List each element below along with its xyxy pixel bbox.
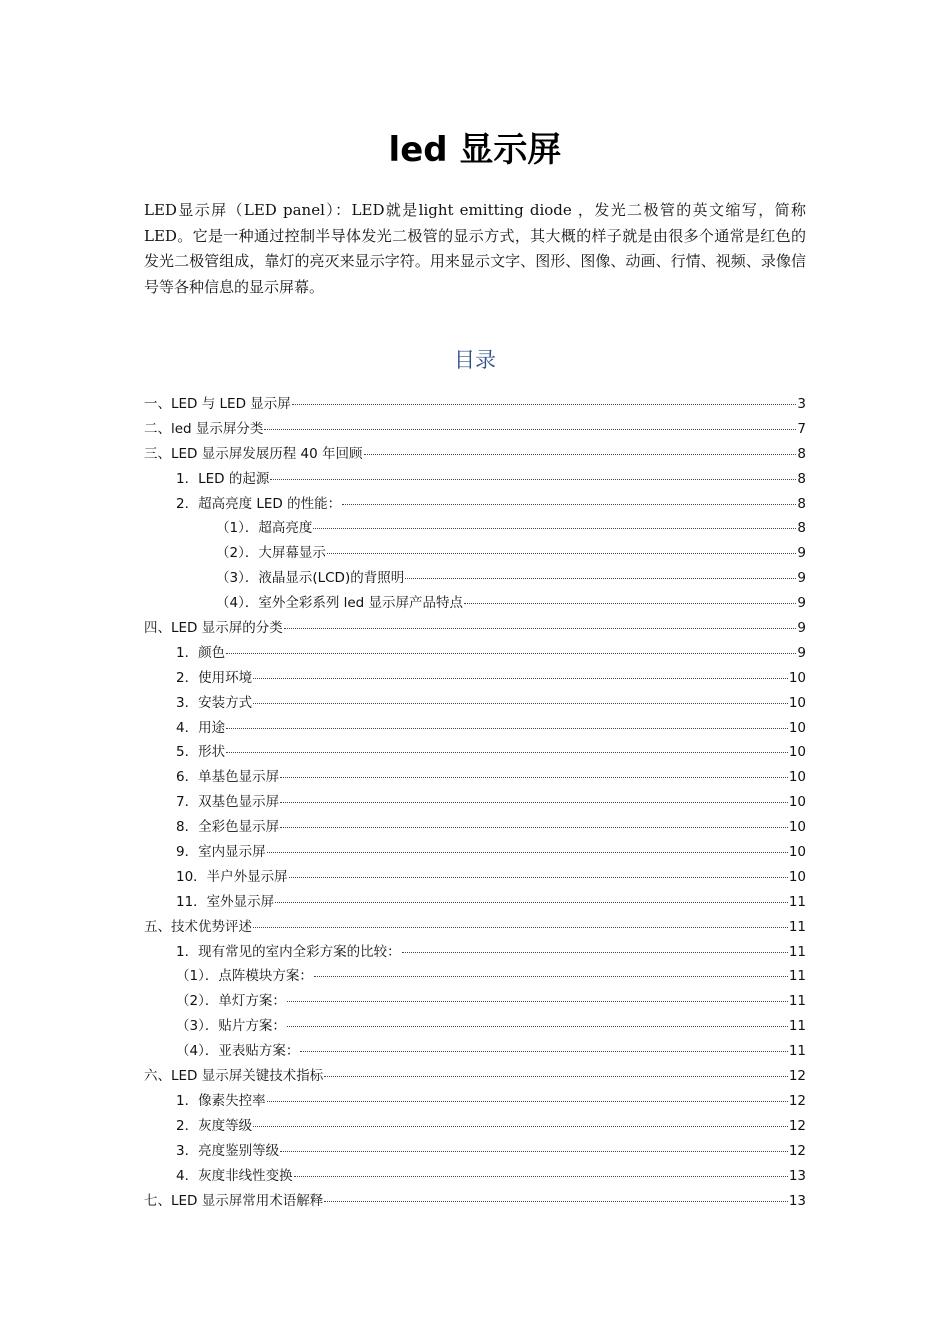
toc-dot-leader: [284, 610, 797, 629]
toc-entry-page-number: 10: [788, 744, 806, 761]
toc-dot-leader: [287, 983, 788, 1002]
toc-dot-leader: [287, 1008, 788, 1027]
toc-entry-page-number: 11: [788, 1043, 806, 1060]
toc-entry-page-number: 10: [788, 769, 806, 786]
toc-entry-page-number: 8: [797, 520, 806, 537]
toc-entry-page-number: 9: [797, 545, 806, 562]
toc-entry-label: 3．安装方式: [176, 694, 253, 711]
toc-dot-leader: [280, 809, 788, 828]
toc-entry-page-number: 13: [788, 1167, 806, 1184]
toc-dot-leader: [267, 1083, 788, 1102]
toc-entry-label: （4）．亚表贴方案：: [176, 1043, 300, 1060]
toc-dot-leader: [464, 585, 796, 604]
toc-entry-label: （3）．贴片方案：: [176, 1018, 286, 1035]
toc-entry-page-number: 11: [788, 1018, 806, 1035]
toc-entry-label: （2）．单灯方案：: [176, 993, 286, 1010]
toc-entry-page-number: 10: [788, 694, 806, 711]
toc-entry-label: 五、技术优势评述: [144, 918, 252, 935]
toc-entry-label: （2）．大屏幕显示: [216, 545, 326, 562]
toc-entry-page-number: 13: [788, 1192, 806, 1209]
toc-entry-page-number: 9: [797, 570, 806, 587]
toc-entry-label: 6．单基色显示屏: [176, 769, 280, 786]
toc-dot-leader: [280, 784, 788, 803]
toc-dot-leader: [314, 958, 788, 977]
toc-entry-page-number: 11: [788, 968, 806, 985]
toc-dot-leader: [402, 934, 788, 953]
toc-entry-label: 1．现有常见的室内全彩方案的比较：: [176, 943, 401, 960]
toc-entry-label: （4）．室外全彩系列 led 显示屏产品特点: [216, 595, 464, 612]
toc-entry-label: 三、LED 显示屏发展历程 40 年回顾: [144, 445, 363, 462]
toc-heading: 目录: [454, 348, 496, 372]
toc-entry-label: 2．超高亮度 LED 的性能：: [176, 495, 342, 512]
toc-dot-leader: [253, 660, 788, 679]
toc-entry-page-number: 12: [788, 1068, 806, 1085]
toc-dot-leader: [280, 759, 788, 778]
toc-dot-leader: [405, 560, 796, 579]
toc-dot-leader: [289, 859, 788, 878]
intro-paragraph: LED显示屏（LED panel）：LED就是light emitting diode ，发光二极管的英文缩写，简称LED。它是一种通过控制半导体发光二极管的显示方式，其大概的样子就是由很多个通常是红色的发光二极管组成，靠灯的亮灭来显示字符。用来显示文字、图形、图像、动画、行情、视频、录像信号等各种信息的显示屏幕。: [144, 201, 806, 296]
toc-entry-page-number: 8: [797, 470, 806, 487]
toc-entry-page-number: 8: [797, 445, 806, 462]
toc-entry-page-number: 10: [788, 669, 806, 686]
toc-dot-leader: [324, 1058, 788, 1077]
document-title: led 显示屏: [388, 130, 562, 170]
toc-dot-leader: [226, 635, 796, 654]
toc-entry-page-number: 10: [788, 719, 806, 736]
toc-entry-label: （3）．液晶显示(LCD)的背照明: [216, 570, 405, 587]
toc-entry-label: 1．颜色: [176, 644, 226, 661]
toc-entry-label: 2．使用环境: [176, 669, 253, 686]
toc-dot-leader: [226, 710, 788, 729]
toc-entry-page-number: 12: [788, 1117, 806, 1134]
toc-entry-label: 10．半户外显示屏: [176, 868, 288, 885]
toc-entry-label: 8．全彩色显示屏: [176, 819, 280, 836]
toc-entry-label: 1．LED 的起源: [176, 470, 270, 487]
toc-dot-leader: [294, 1158, 788, 1177]
toc-entry-page-number: 9: [797, 620, 806, 637]
toc-dot-leader: [253, 1108, 788, 1127]
toc-entry-page-number: 9: [797, 595, 806, 612]
toc-entry-label: 4．用途: [176, 719, 226, 736]
toc-entry-page-number: 8: [797, 495, 806, 512]
toc-entry-page-number: 10: [788, 844, 806, 861]
toc-entry-label: 9．室内显示屏: [176, 844, 266, 861]
toc-dot-leader: [313, 510, 796, 529]
toc-dot-leader: [327, 535, 797, 554]
toc-entry-label: 7．双基色显示屏: [176, 794, 280, 811]
toc-entry-label: 一、LED 与 LED 显示屏: [144, 396, 291, 412]
toc-entry[interactable]: [144, 1186, 806, 1211]
toc-dot-leader: [267, 834, 788, 853]
toc-dot-leader: [324, 1183, 788, 1202]
toc-entry-label: 四、LED 显示屏的分类: [144, 620, 283, 637]
toc-entry-label: 11．室外显示屏: [176, 893, 275, 910]
toc-dot-leader: [292, 386, 797, 405]
toc-entry-page-number: 11: [788, 893, 806, 910]
table-of-contents: [144, 389, 806, 1210]
toc-dot-leader: [364, 436, 797, 455]
toc-dot-leader: [253, 685, 788, 704]
toc-dot-leader: [275, 884, 788, 903]
toc-entry-label: （1）．超高亮度: [216, 520, 313, 537]
toc-entry-page-number: 11: [788, 918, 806, 935]
toc-entry-page-number: 11: [788, 993, 806, 1010]
toc-entry-page-number: 10: [788, 794, 806, 811]
toc-entry-label: 七、LED 显示屏常用术语解释: [144, 1192, 324, 1209]
toc-entry-label: 4．灰度非线性变换: [176, 1167, 293, 1184]
toc-dot-leader: [342, 486, 796, 505]
toc-entry-label: 二、led 显示屏分类: [144, 420, 264, 437]
toc-entry-page-number: 10: [788, 819, 806, 836]
toc-dot-leader: [270, 461, 796, 480]
toc-entry-label: 1．像素失控率: [176, 1092, 266, 1109]
toc-entry-page-number: 10: [788, 868, 806, 885]
toc-dot-leader: [253, 909, 788, 928]
toc-entry-page-number: 9: [797, 644, 806, 661]
toc-dot-leader: [264, 411, 796, 430]
toc-entry-page-number: 11: [788, 943, 806, 960]
toc-entry-page-number: 12: [788, 1142, 806, 1159]
toc-entry-page-number: 12: [788, 1092, 806, 1109]
toc-dot-leader: [226, 734, 788, 753]
toc-entry-page-number: 3: [797, 396, 806, 412]
toc-entry-label: 六、LED 显示屏关键技术指标: [144, 1068, 324, 1085]
toc-entry-label: （1）．点阵模块方案：: [176, 968, 313, 985]
toc-entry-label: 3．亮度鉴别等级: [176, 1142, 280, 1159]
toc-entry-label: 2．灰度等级: [176, 1117, 253, 1134]
toc-entry-page-number: 7: [797, 420, 806, 437]
toc-dot-leader: [300, 1033, 787, 1052]
toc-dot-leader: [280, 1133, 788, 1152]
toc-entry-label: 5．形状: [176, 744, 226, 761]
